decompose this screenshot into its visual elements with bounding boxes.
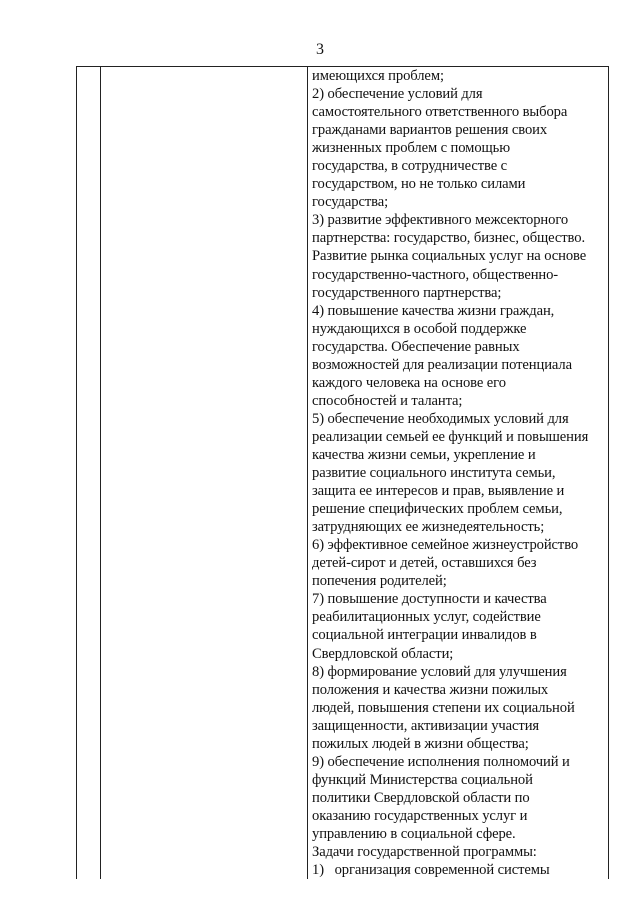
text-line: политики Свердловской области по [312,789,530,806]
text-line: решение специфических проблем семьи, [312,501,563,518]
text-line: Задачи государственной программы: [312,844,537,861]
text-line: нуждающихся в особой поддержке [312,320,527,337]
text-line: партнерства: государство, бизнес, общество. [312,230,585,247]
text-line: попечения родителей; [312,573,447,590]
text-line: развитие социального института семьи, [312,465,556,482]
text-line: 8) формирование условий для улучшения [312,663,567,680]
text-line: 7) повышение доступности и качества [312,591,547,608]
text-line: каждого человека на основе его [312,374,506,391]
text-line: положения и качества жизни пожилых [312,681,549,698]
text-line-task-1: 1) организация современной системы [312,862,550,879]
text-line: защита ее интересов и прав, выявление и [312,483,565,500]
text-line: социальной интеграции инвалидов в [312,627,537,644]
text-line: государства. Обеспечение равных [312,338,520,355]
text-line: 9) обеспечение исполнения полномочий и [312,753,570,770]
text-line: жизненных проблем с помощью [312,140,511,157]
text-line: способностей и таланта; [312,392,463,409]
text-line: управлению в социальной сфере. [312,825,516,842]
text-line: государства; [312,194,389,211]
text-line: 6) эффективное семейное жизнеустройство [312,537,579,554]
text-line: 2) обеспечение условий для [312,86,483,103]
text-line: людей, повышения степени их социальной [312,699,575,716]
table-cell-content [308,67,609,880]
text-line: 4) повышение качества жизни граждан, [312,302,555,319]
text-line: детей-сирот и детей, оставшихся без [312,555,537,572]
text-line: возможностей для реализации потенциала [312,356,572,373]
text-line: функций Министерства социальной [312,771,533,788]
table-cell-name [101,67,308,880]
table-cell-number [77,67,101,880]
text-line: государством, но не только силами [312,176,526,193]
text-line: 3) развитие эффективного межсекторного [312,212,569,229]
page-number: 3 [316,41,324,58]
text-line: оказанию государственных услуг и [312,807,528,824]
text-line: реализации семьей ее функций и повышения [312,428,589,445]
program-table [76,66,609,879]
text-line: Свердловской области; [312,645,454,662]
text-line: защищенности, активизации участия [312,717,540,734]
table-row [77,67,609,880]
text-line: государственно-частного, общественно- [312,266,559,283]
text-line: государственного партнерства; [312,284,502,301]
text-line: реабилитационных услуг, содействие [312,609,541,626]
text-line: самостоятельного ответственного выбора [312,104,568,121]
text-line: качества жизни семьи, укрепление и [312,446,536,463]
text-line: пожилых людей в жизни общества; [312,735,529,752]
text-line: 5) обеспечение необходимых условий для [312,410,569,427]
text-line: государства, в сотрудничестве с [312,158,508,175]
text-line: гражданами вариантов решения своих [312,122,548,139]
content-text [308,67,608,879]
text-line: затрудняющих ее жизнедеятельность; [312,519,545,536]
text-line: имеющихся проблем; [312,68,444,84]
text-line: Развитие рынка социальных услуг на основе [312,248,587,265]
